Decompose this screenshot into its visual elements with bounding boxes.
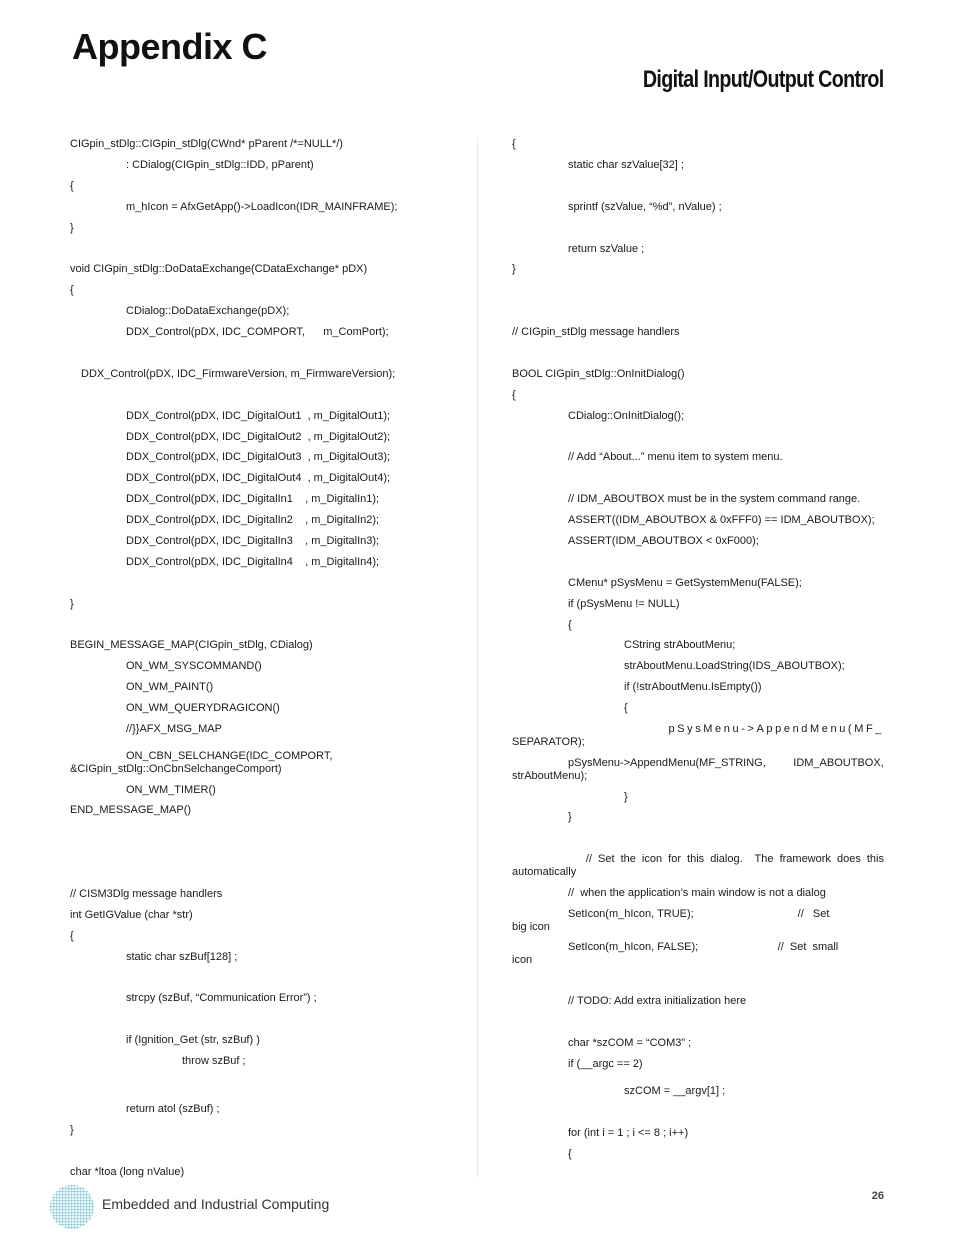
code-line: DDX_Control(pDX, IDC_DigitalOut4 , m_DigitalOut4); xyxy=(126,472,391,484)
code-line: // when the application’s main window is not a dialog xyxy=(568,887,826,899)
code-line: // TODO: Add extra initialization here xyxy=(568,995,747,1007)
code-line: ON_WM_TIMER() xyxy=(126,784,216,796)
code-line: { xyxy=(568,1148,572,1160)
code-line: } xyxy=(512,263,516,275)
code-line: { xyxy=(512,138,516,150)
code-line: { xyxy=(624,702,628,714)
code-line: static char szValue[32] ; xyxy=(568,159,684,171)
code-line: //}}AFX_MSG_MAP xyxy=(126,723,222,735)
code-line: DDX_Control(pDX, IDC_COMPORT, m_ComPort); xyxy=(126,326,389,338)
code-line: m_hIcon = AfxGetApp()->LoadIcon(IDR_MAINFRAME); xyxy=(126,201,398,213)
code-line: // CISM3Dlg message handlers xyxy=(70,888,223,900)
code-line: END_MESSAGE_MAP() xyxy=(70,804,192,816)
code-line: ON_WM_PAINT() xyxy=(126,681,214,693)
code-line: DDX_Control(pDX, IDC_DigitalIn2 , m_DigitalIn2); xyxy=(126,514,380,526)
code-line: void CIGpin_stDlg::DoDataExchange(CDataExchange* pDX) xyxy=(70,263,368,275)
code-line: if (!strAboutMenu.IsEmpty()) xyxy=(624,681,762,693)
code-line: return atol (szBuf) ; xyxy=(126,1103,220,1115)
company-logo-icon xyxy=(49,1184,95,1230)
code-line: big icon xyxy=(512,921,550,933)
code-line: if (__argc == 2) xyxy=(568,1058,643,1070)
code-line: : CDialog(CIGpin_stDlg::IDD, pParent) xyxy=(126,159,314,171)
code-line: strcpy (szBuf, “Communication Error”) ; xyxy=(126,992,317,1004)
code-line: strAboutMenu.LoadString(IDS_ABOUTBOX); xyxy=(624,660,845,672)
code-line: // Add “About...” menu item to system menu. xyxy=(568,451,783,463)
code-line: } xyxy=(70,598,74,610)
code-line: DDX_Control(pDX, IDC_DigitalIn4 , m_DigitalIn4); xyxy=(126,556,380,568)
code-line: BOOL CIGpin_stDlg::OnInitDialog() xyxy=(512,368,685,380)
code-line: // Set the icon for this dialog. The framework does this xyxy=(585,853,884,865)
code-line: SetIcon(m_hIcon, FALSE); // Set small xyxy=(568,941,839,953)
code-line: pSysMenu->AppendMenu(MF_ xyxy=(668,723,884,735)
code-line: { xyxy=(568,619,572,631)
code-line: for (int i = 1 ; i <= 8 ; i++) xyxy=(568,1127,689,1139)
code-line: sprintf (szValue, “%d”, nValue) ; xyxy=(568,201,722,213)
code-line: strAboutMenu); xyxy=(512,770,588,782)
code-line: int GetIGValue (char *str) xyxy=(70,909,193,921)
code-line: DDX_Control(pDX, IDC_DigitalOut1 , m_DigitalOut1); xyxy=(126,410,391,422)
code-line: throw szBuf ; xyxy=(182,1055,246,1067)
code-line: DDX_Control(pDX, IDC_FirmwareVersion, m_FirmwareVersion); xyxy=(81,368,396,380)
code-line: CMenu* pSysMenu = GetSystemMenu(FALSE); xyxy=(568,577,802,589)
page-title: Appendix C xyxy=(72,26,268,67)
code-line: } xyxy=(568,811,572,823)
code-line: DDX_Control(pDX, IDC_DigitalIn3 , m_DigitalIn3); xyxy=(126,535,380,547)
code-line: } xyxy=(624,791,628,803)
code-line: { xyxy=(70,930,74,942)
code-line: SetIcon(m_hIcon, TRUE); // Set xyxy=(568,908,830,920)
code-line: char *ltoa (long nValue) xyxy=(70,1166,185,1178)
code-line: ON_WM_QUERYDRAGICON() xyxy=(126,702,280,714)
code-line: CDialog::DoDataExchange(pDX); xyxy=(126,305,290,317)
page-number: 26 xyxy=(871,1190,884,1202)
code-line: CString strAboutMenu; xyxy=(624,639,736,651)
code-line: { xyxy=(512,389,516,401)
code-line: // CIGpin_stDlg message handlers xyxy=(512,326,680,338)
footer-company-name: Embedded and Industrial Computing xyxy=(102,1196,330,1212)
code-line: SEPARATOR); xyxy=(512,736,585,748)
code-line: static char szBuf[128] ; xyxy=(126,951,238,963)
code-line: if (pSysMenu != NULL) xyxy=(568,598,680,610)
code-line: ASSERT((IDM_ABOUTBOX & 0xFFF0) == IDM_ABOUTBOX); xyxy=(568,514,875,526)
code-line: CIGpin_stDlg::CIGpin_stDlg(CWnd* pParent /*=NULL*/) xyxy=(70,138,343,150)
code-line: char *szCOM = “COM3” ; xyxy=(568,1037,692,1049)
code-line: automatically xyxy=(512,866,577,878)
code-line: DDX_Control(pDX, IDC_DigitalOut2 , m_DigitalOut2); xyxy=(126,431,391,443)
code-line xyxy=(568,757,884,770)
code-line: ASSERT(IDM_ABOUTBOX < 0xF000); xyxy=(568,535,759,547)
code-line: } xyxy=(70,1124,74,1136)
code-line: return szValue ; xyxy=(568,243,645,255)
code-line: DDX_Control(pDX, IDC_DigitalOut3 , m_DigitalOut3); xyxy=(126,451,391,463)
code-line: szCOM = __argv[1] ; xyxy=(624,1085,726,1097)
section-subtitle: Digital Input/Output Control xyxy=(643,66,884,93)
code-line: if (Ignition_Get (str, szBuf) ) xyxy=(126,1034,260,1046)
code-text: pSysMenu->AppendMenu(MF_STRING, IDM_ABOUTBOX, xyxy=(568,757,884,769)
code-line: ON_CBN_SELCHANGE(IDC_COMPORT, &CIGpin_stDlg::OnCbnSelchangeComport) xyxy=(70,750,333,775)
code-line: icon xyxy=(512,954,533,966)
code-line: BEGIN_MESSAGE_MAP(CIGpin_stDlg, CDialog) xyxy=(70,639,313,651)
code-line: CDialog::OnInitDialog(); xyxy=(568,410,685,422)
code-line: { xyxy=(70,284,74,296)
code-line: // IDM_ABOUTBOX must be in the system command range. xyxy=(568,493,861,505)
code-line: ON_WM_SYSCOMMAND() xyxy=(126,660,262,672)
code-line: DDX_Control(pDX, IDC_DigitalIn1 , m_DigitalIn1); xyxy=(126,493,380,505)
column-divider xyxy=(477,138,478,1178)
code-line: } xyxy=(70,222,74,234)
code-line: { xyxy=(70,180,74,192)
